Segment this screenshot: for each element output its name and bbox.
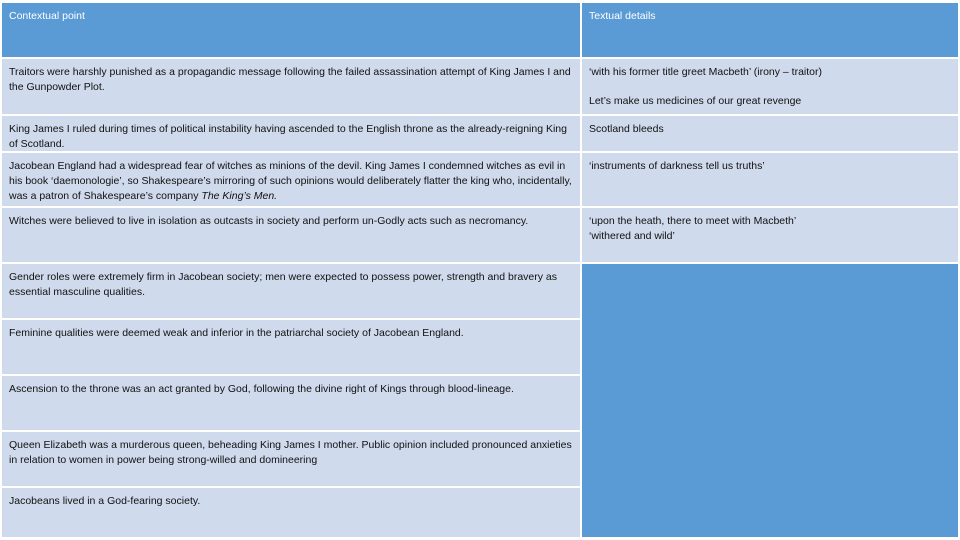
context-text: Jacobean England had a widespread fear of witches as minions of the devil. King James I condemned witches as evil in his book ‘daemonologie’, so Shakespeare’s mirroring of such opinions would deliberately flatter the king who, incidentally, was a patron of Shakespeare’s company The King’s Men. [9,160,572,202]
context-text: Ascension to the throne was an act granted by God, following the divine right of Kings through blood-lineage. [9,383,514,395]
quote-text: ‘instruments of darkness tell us truths’ [589,160,765,172]
table-row-details [582,153,958,206]
header-label: Textual details [589,10,656,22]
quote-text: Let’s make us medicines of our great revenge [589,95,802,107]
header-contextual-point [2,3,580,57]
context-text: Gender roles were extremely firm in Jacobean society; men were expected to possess power, strength and bravery as essential masculine qualities. [9,271,558,298]
blank-details-block [582,264,958,537]
table-row-details [582,208,958,262]
table-row-details [582,59,958,114]
table-row-context [2,116,580,151]
table-row-context [2,320,580,374]
table-row-context [2,59,580,114]
quote-text: ‘with his former title greet Macbeth’ (irony – traitor) [589,66,823,78]
table-row-context [2,432,580,486]
context-text: Feminine qualities were deemed weak and inferior in the patriarchal society of Jacobean England. [9,327,464,339]
context-text: King James I ruled during times of political instability having ascended to the English throne as the already-reigning King of Scotland. [9,123,567,150]
table-row-context [2,264,580,318]
context-text: Queen Elizabeth was a murderous queen, beheading King James I mother. Public opinion included pronounced anxieties in relation to women in power being strong-willed and domineering [9,439,572,466]
context-text: Jacobeans lived in a God-fearing society. [9,495,201,507]
table-row-context [2,376,580,430]
table-row-context [2,208,580,262]
quote-text: Scotland bleeds [589,123,664,135]
table-row-details [582,116,958,151]
quote-text: ‘upon the heath, there to meet with Macbeth’ [589,215,797,227]
header-textual-details [582,3,958,57]
context-text: Traitors were harshly punished as a propagandic message following the failed assassination attempt of King James I and the Gunpowder Plot. [9,66,571,93]
company-name: The King’s Men. [201,190,278,202]
table-row-context [2,153,580,206]
context-text: Witches were believed to live in isolation as outcasts in society and perform un-Godly acts such as necromancy. [9,215,529,227]
header-label: Contextual point [9,10,85,22]
table-row-context [2,488,580,537]
quote-text: ‘withered and wild’ [589,230,675,242]
